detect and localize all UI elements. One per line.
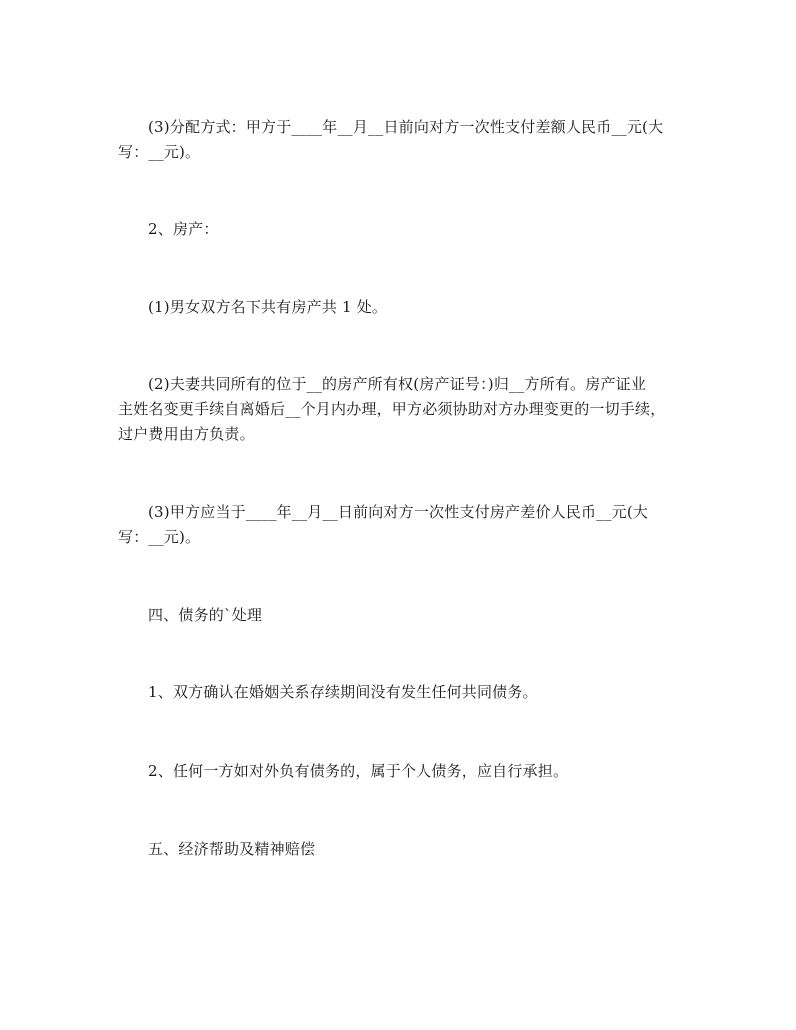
paragraph-personal-debt xyxy=(118,759,690,784)
text-line: 五、经济帮助及精神赔偿 xyxy=(148,840,316,858)
paragraph-property-price-difference xyxy=(118,500,690,550)
section-heading-real-estate xyxy=(118,217,690,242)
paragraph-joint-property xyxy=(118,295,690,320)
section-heading-debts xyxy=(118,603,690,628)
text-line: (3)甲方应当于____年__月__日前向对方一次性支付房产差价人民币__元(大 xyxy=(148,503,649,521)
text-line: 主姓名变更手续自离婚后__个月内办理，甲方必须协助对方办理变更的一切手续， xyxy=(118,400,666,418)
text-line: 1、双方确认在婚姻关系存续期间没有发生任何共同债务。 xyxy=(148,683,538,701)
paragraph-no-joint-debt xyxy=(118,680,690,705)
text-line: 四、债务的`处理 xyxy=(148,606,263,624)
text-line: (1)男女双方名下共有房产共 1 处。 xyxy=(148,298,388,316)
text-line: (2)夫妻共同所有的位于__的房产所有权(房产证号：)归__方所有。房产证业 xyxy=(148,375,647,393)
text-line: 过户费用由方负责。 xyxy=(118,425,255,443)
text-line: 写：__元)。 xyxy=(118,143,201,161)
paragraph-property-ownership xyxy=(118,372,690,447)
text-line: (3)分配方式：甲方于____年__月__日前向对方一次性支付差额人民币__元(大 xyxy=(148,118,664,136)
text-line: 2、任何一方如对外负有债务的，属于个人债务，应自行承担。 xyxy=(148,762,569,780)
paragraph-distribution-method xyxy=(118,115,690,165)
section-heading-economic-aid xyxy=(118,837,690,862)
text-line: 2、房产： xyxy=(148,220,219,238)
text-line: 写：__元)。 xyxy=(118,528,201,546)
